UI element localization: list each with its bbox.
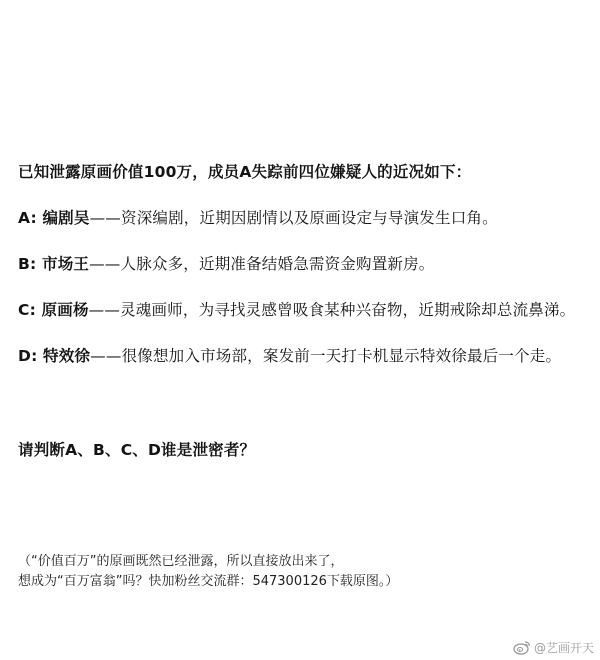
suspect-b-name: B: 市场王	[18, 255, 90, 273]
suspect-d-desc: ——很像想加入市场部，案发前一天打卡机显示特效徐最后一个走。	[90, 347, 562, 365]
suspect-b	[18, 254, 435, 274]
suspect-c-desc: ——灵魂画师，为寻找灵感曾吸食某种兴奋物，近期戒除却总流鼻涕。	[88, 301, 576, 319]
suspect-a-desc: ——资深编剧，近期因剧情以及原画设定与导演发生口角。	[89, 209, 498, 227]
suspect-b-desc: ——人脉众多，近期准备结婚急需资金购置新房。	[89, 255, 435, 273]
question-text: 请判断A、B、C、D谁是泄密者？	[18, 441, 256, 459]
note-line-1: （“价值百万”的原画既然已经泄露，所以直接放出来了，	[18, 554, 344, 569]
suspect-a	[18, 208, 498, 228]
intro-text: 已知泄露原画价值100万，成员A失踪前四位嫌疑人的近况如下：	[18, 163, 472, 181]
suspect-a-name: A: 编剧吴	[18, 209, 90, 227]
note-line-2: 想成为“百万富翁”吗？快加粉丝交流群：547300126下载原图。）	[18, 574, 399, 589]
watermark	[513, 639, 594, 656]
suspect-c	[18, 300, 575, 320]
suspect-c-name: C: 原画杨	[18, 301, 89, 319]
weibo-icon	[513, 640, 531, 655]
suspect-d	[18, 346, 561, 366]
watermark-text: @艺画开天	[533, 641, 594, 655]
suspect-d-name: D: 特效徐	[18, 347, 91, 365]
